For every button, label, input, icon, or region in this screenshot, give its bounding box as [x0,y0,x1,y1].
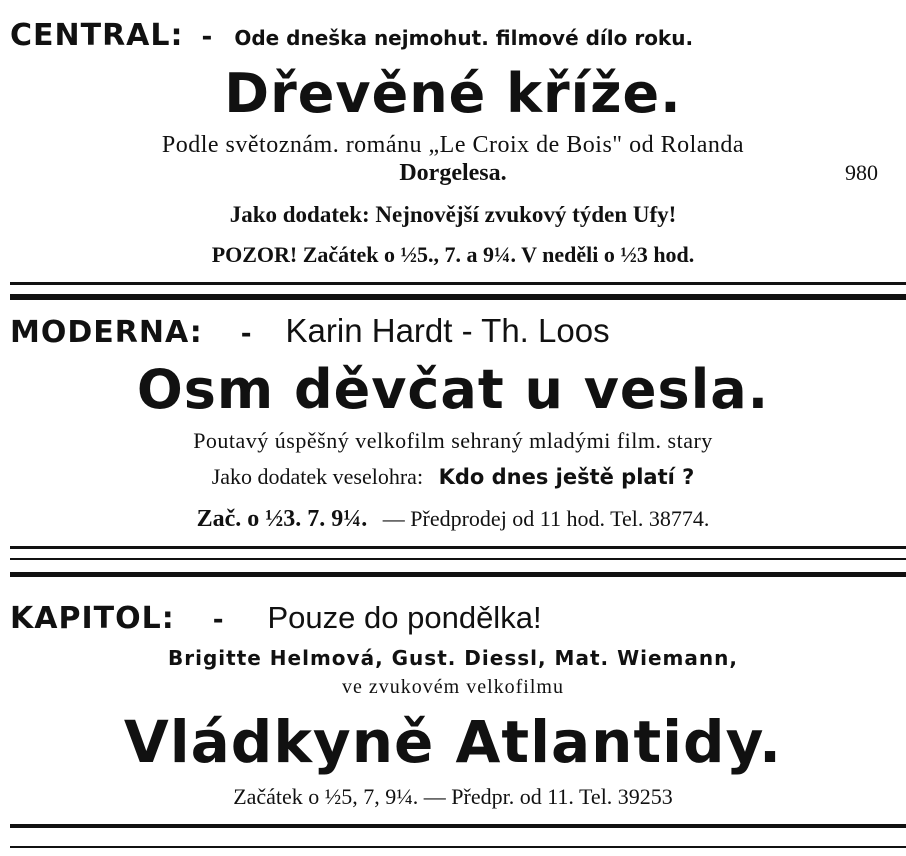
moderna-cast: Karin Hardt - Th. Loos [285,312,610,349]
cinema-name-central: CENTRAL: [10,18,184,53]
film-title-moderna: Osm děvčat u vesla. [136,358,770,421]
divider-rule [10,846,906,848]
moderna-extra-prefix: Jako dodatek veselohra: [211,464,424,489]
divider-rule [10,282,906,285]
moderna-header [10,312,610,350]
header-dash: - [240,319,252,349]
cinema-name-moderna: MODERNA: [10,315,203,350]
kapitol-cast: Brigitte Helmová, Gust. Diessl, Mat. Wiemann, [168,646,738,670]
moderna-description: Poutavý úspěšný velkofilm sehraný mladými film. stary [193,428,713,453]
moderna-times-rest: — Předprodej od 11 hod. Tel. 38774. [382,506,710,531]
divider-rule [10,824,906,828]
header-dash: - [212,605,224,635]
central-description-cont [0,160,906,187]
divider-rule [10,558,906,560]
ad-central [0,0,906,290]
central-showtimes: POZOR! Začátek o ½5., 7. a 9¼. V neděli o ½3 hod. [211,242,695,267]
central-header [10,18,693,53]
divider-rule [10,572,906,577]
film-title-kapitol: Vládkyně Atlantidy. [123,708,783,776]
kapitol-header [10,600,542,636]
divider-rule [10,546,906,549]
header-dash: - [201,22,213,52]
moderna-extra [0,464,906,490]
central-tagline: Ode dneška nejmohut. filmové dílo roku. [234,26,694,50]
central-description: Podle světoznám. románu „Le Croix de Bois" od Rolanda [161,132,745,158]
kapitol-showtimes: Začátek o ½5, 7, 9¼. — Předpr. od 11. Tel. 39253 [233,784,673,809]
central-ref-number: 980 [845,160,878,185]
moderna-extra-title: Kdo dnes ještě platí ? [438,465,695,489]
kapitol-note: Pouze do pondělka! [267,600,542,635]
moderna-times-prefix: Zač. o ½3. 7. 9¼. [196,506,368,532]
moderna-showtimes [0,506,906,533]
central-extra: Jako dodatek: Nejnovější zvukový týden Ufy! [229,202,677,227]
film-title-central: Dřevěné kříže. [224,62,682,125]
kapitol-subtitle: ve zvukovém velkofilmu [342,676,564,698]
ad-kapitol [0,580,906,856]
cinema-name-kapitol: KAPITOL: [10,601,175,636]
ad-moderna [0,300,906,570]
central-author: Dorgelesa. [399,160,507,186]
